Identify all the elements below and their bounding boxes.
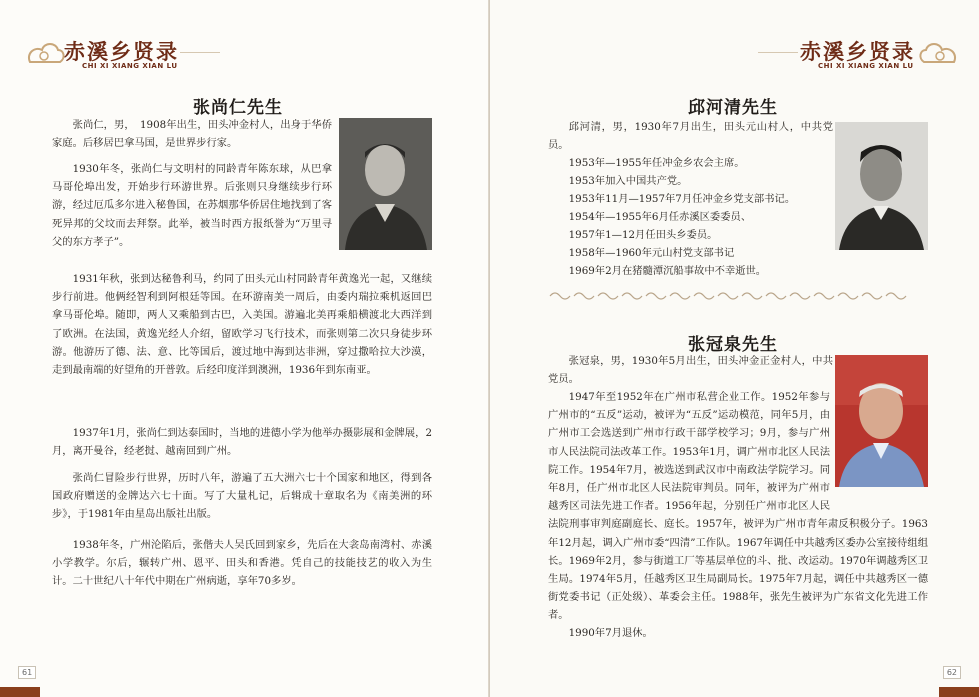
- page-number-left: 61: [18, 666, 36, 679]
- paragraph-1938: 1938年冬，广州沦陷后，张偕夫人吴氏回到家乡，先后在大衾岛南湾村、赤溪小学教学。尔后，辗转广州、恩平、田头和香港。凭自己的技能技艺的收入为生计。二十世纪八十年代中期在广州病逝，享年70多岁。: [52, 539, 432, 588]
- portrait-photo-qiu: [835, 122, 928, 250]
- corner-band: [939, 687, 979, 697]
- qiu-item-7: 1969年2月在猪髓潭沉船事故中不幸逝世。: [568, 265, 767, 277]
- qiu-item-2: 1953年加入中国共产党。: [568, 175, 688, 187]
- paragraph-1937: 1937年1月，张尚仁到达泰国时，当地的进德小学为他举办摄影展和金牌展，2月，离开曼谷，经老挝、越南回到广州。: [52, 427, 432, 458]
- portrait-figure-icon: [339, 118, 432, 250]
- header-rule: [180, 52, 220, 53]
- portrait-photo: [339, 118, 432, 250]
- photo-float-spacer: [830, 388, 928, 498]
- book-subtitle: CHI XI XIANG XIAN LU: [818, 62, 914, 70]
- corner-band: [0, 687, 40, 697]
- cloud-divider-icon: [548, 290, 923, 302]
- left-page: [0, 0, 489, 697]
- cloud-ornament-icon: [918, 38, 958, 72]
- person-name-qiu: 邱河清先生: [688, 98, 778, 118]
- qiu-item-3: 1953年11月—1957年7月任冲金乡党支部书记。: [568, 193, 796, 205]
- zhang-career: [548, 388, 928, 628]
- zhang-career-text: 1947年至1952年在广州市私营企业工作。1952年参与广州市的“五反”运动，被评为“五反”运动模范，同年5月，由广州市工会选送到广州市行政干部学校学习；9月，参与广州市人民法院司法改革工作。1953年1月，调广州市北区人民法院工作。1954年7月，被选送到武汉市中南政法学院学习。同年8月，任广州市北区人民法院审判员。同年，被评为广州市越秀区司法先进工作者。1956年起，分别任广州市北区人民法院刑事审判庭副庭长、庭长。1957年，被评为广州市青年肃反积极分子。1963年12月起，调入广州市委“四清”工作队。1967年调任中共越秀区委办公室接待组组长。1969年2月，参与街道工厂等基层单位的斗、批、改运动。1970年调越秀区卫生局。1974年5月，任越秀区卫生局副局长。1975年7月起，调任中共越秀区一德街党委书记（正处级）、革委会主任。1988年，张先生被评为广东省文化先进工作者。: [548, 391, 928, 622]
- paragraph-1931: 1931年秋，张到达秘鲁利马，约同了田头元山村同龄青年黄逸光一起，又继续步行前进。他俩经智利到阿根廷等国。在环游南美一周后，由委内瑞拉乘机返回巴拿马哥伦埠。随即，两人又乘船到古巴，入美国。游遍北美再乘船横渡北大西洋到了欧洲。在法国，黄逸光经人介绍，留欧学习飞行技术，而张则第二次只身徒步环游。他游历了德、法、意、比等国后，渡过地中海到达非洲，穿过撒哈拉大沙漠，走到最南端的好望角的开普敦。后经印度洋到澳洲，1936年到东南亚。: [52, 273, 432, 377]
- qiu-item-6: 1958年—1960年元山村党支部书记: [568, 247, 735, 259]
- portrait-figure-icon: [835, 122, 928, 250]
- paragraph-intro: 张尚仁，男， 1908年出生，田头冲金村人，出身于华侨家庭。后移居巴拿马国，是世界步行家。: [52, 119, 332, 150]
- book-title: 赤溪乡贤录: [800, 39, 915, 64]
- right-header: [800, 34, 979, 78]
- right-page: [490, 0, 979, 697]
- book-title: 赤溪乡贤录: [64, 39, 179, 64]
- page-number-right: 62: [943, 666, 961, 679]
- qiu-item-5: 1957年1—12月任田头乡委员。: [568, 229, 718, 241]
- book-subtitle: CHI XI XIANG XIAN LU: [82, 62, 178, 70]
- header-rule: [758, 52, 798, 53]
- qiu-item-1: 1953年—1955年任冲金乡农会主席。: [568, 157, 745, 169]
- zhang-intro: 张冠泉，男，1930年5月出生，田头冲金正金村人，中共党员。: [548, 355, 833, 386]
- zhang-retire: 1990年7月退休。: [568, 627, 653, 639]
- left-header: [26, 34, 246, 78]
- person-name: 张尚仁先生: [193, 98, 283, 118]
- cloud-ornament-icon: [26, 38, 66, 72]
- paragraph-1930: 1930年冬，张尚仁与文明村的同龄青年陈东球，从巴拿马哥伦埠出发，开始步行环游世界。后张则只身继续步行环游，经过厄瓜多尔进入秘鲁国，在苏烟那华侨居住地找到了客死异邦的父坟而去拜祭。此举，被当时西方报纸誉为“万里寻父的东方孝子”。: [52, 163, 332, 248]
- person-name-zhang: 张冠泉先生: [688, 335, 778, 355]
- qiu-item-4: 1954年—1955年6月任赤溪区委委员、: [568, 211, 752, 223]
- paragraph-travel: 张尚仁冒险步行世界，历时八年，游遍了五大洲六七十个国家和地区，得到各国政府赠送的金牌达六七十面。写了大量札记，后辑成十章取名为《南美洲的环步》，于1981年由星岛出版社出版。: [52, 472, 432, 521]
- qiu-intro: 邱河清，男，1930年7月出生，田头元山村人，中共党员。: [548, 121, 833, 152]
